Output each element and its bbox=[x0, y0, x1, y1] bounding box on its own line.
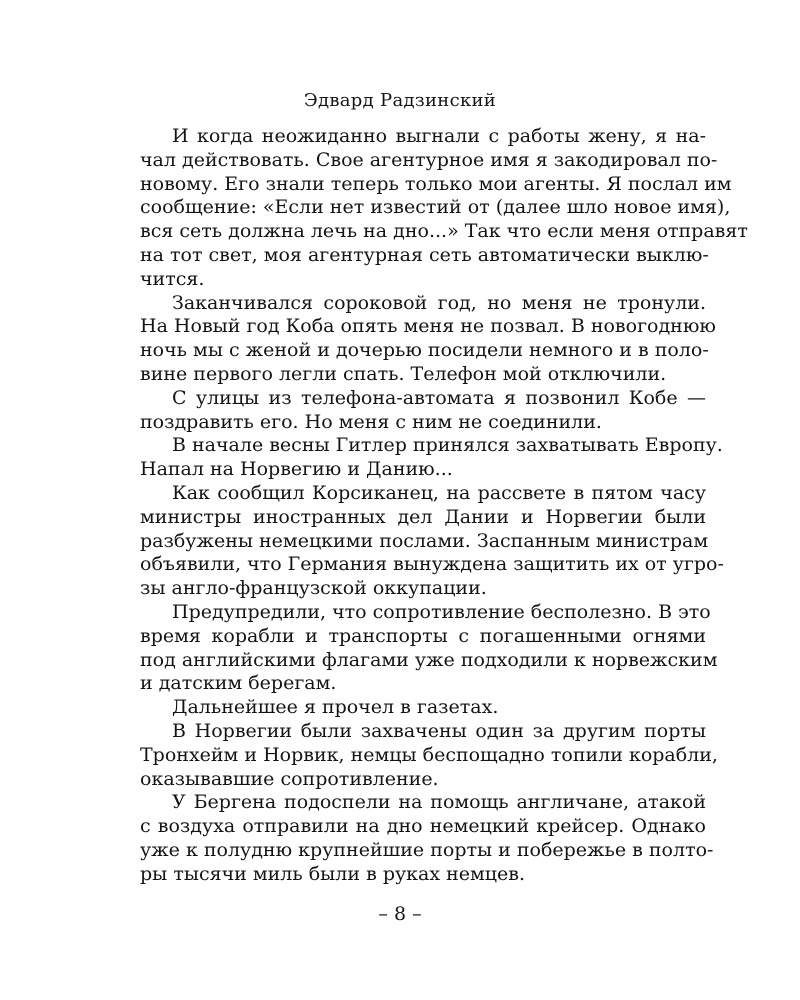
text-line: с воздуха отправили на дно немецкий крейсер. Однако bbox=[140, 815, 706, 838]
text-line: На Новый год Коба опять меня не позвал. В новогоднюю bbox=[140, 315, 716, 338]
text-line: зы англо-французской оккупации. bbox=[140, 577, 487, 600]
text-line: чится. bbox=[140, 267, 205, 290]
text-line: оказывавшие сопротивление. bbox=[140, 767, 439, 790]
text-line: Напал на Норвегию и Данию... bbox=[140, 458, 453, 481]
paragraph-4 bbox=[140, 434, 723, 482]
text-line: министры иностранных дел Дании и Норвегии были bbox=[140, 505, 706, 528]
text-line: У Бергена подоспели на помощь англичане, атакой bbox=[172, 791, 706, 814]
text-line: Тронхейм и Норвик, немцы беспощадно топили корабли, bbox=[140, 743, 718, 766]
text-line: уже к полудню крупнейшие порты и побережье в полто- bbox=[140, 838, 714, 861]
text-line: В начале весны Гитлер принялся захватывать Европу. bbox=[172, 434, 723, 457]
text-line: и датским берегам. bbox=[140, 672, 337, 695]
running-head: Эдвард Радзинский bbox=[303, 90, 497, 111]
text-line: вся сеть должна лечь на дно...» Так что если меня отправят bbox=[140, 220, 748, 243]
text-line: вине первого легли спать. Телефон мой отключили. bbox=[140, 362, 667, 385]
text-line: Дальнейшее я прочел в газетах. bbox=[172, 696, 499, 719]
text-line: С улицы из телефона-автомата я позвонил Кобе — bbox=[172, 386, 706, 409]
text-line: чал действовать. Свое агентурное имя я закодировал по- bbox=[140, 148, 718, 171]
text-line: сообщение: «Если нет известий от (далее шло новое имя), bbox=[140, 196, 731, 219]
text-line: на тот свет, моя агентурная сеть автоматически выклю- bbox=[140, 243, 709, 266]
text-line: под английскими флагами уже подходили к норвежским bbox=[140, 648, 718, 671]
text-line: поздравить его. Но меня с ним не соединили. bbox=[140, 410, 602, 433]
body-text bbox=[140, 125, 748, 887]
paragraph-2 bbox=[140, 291, 716, 387]
paragraph-7 bbox=[140, 696, 706, 720]
paragraph-1 bbox=[140, 125, 748, 292]
text-line: новому. Его знали теперь только мои агенты. Я послал им bbox=[140, 172, 732, 195]
text-line: время корабли и транспорты с погашенными огнями bbox=[140, 624, 706, 647]
text-line: ры тысячи миль были в руках немцев. bbox=[140, 862, 526, 885]
paragraph-3 bbox=[140, 387, 706, 435]
page-number: – 8 – bbox=[378, 903, 422, 925]
text-line: объявили, что Германия вынуждена защитить их от угро- bbox=[140, 553, 724, 576]
paragraph-9 bbox=[140, 791, 714, 886]
text-line: Заканчивался сороковой год, но меня не тронули. bbox=[172, 291, 706, 314]
paragraph-8 bbox=[140, 719, 718, 791]
text-line: разбужены немецкими послами. Заспанным министрам bbox=[140, 529, 709, 552]
text-line: Предупредили, что сопротивление бесполезно. В это bbox=[172, 600, 711, 623]
text-line: И когда неожиданно выгнали с работы жену, я на- bbox=[172, 125, 706, 147]
text-line: В Норвегии были захвачены один за другим порты bbox=[172, 719, 706, 742]
text-line: Как сообщил Корсиканец, на рассвете в пятом часу bbox=[172, 481, 706, 504]
paragraph-6 bbox=[140, 600, 718, 696]
text-line: ночь мы с женой и дочерью посидели немного и в поло- bbox=[140, 339, 709, 362]
paragraph-5 bbox=[140, 481, 724, 601]
